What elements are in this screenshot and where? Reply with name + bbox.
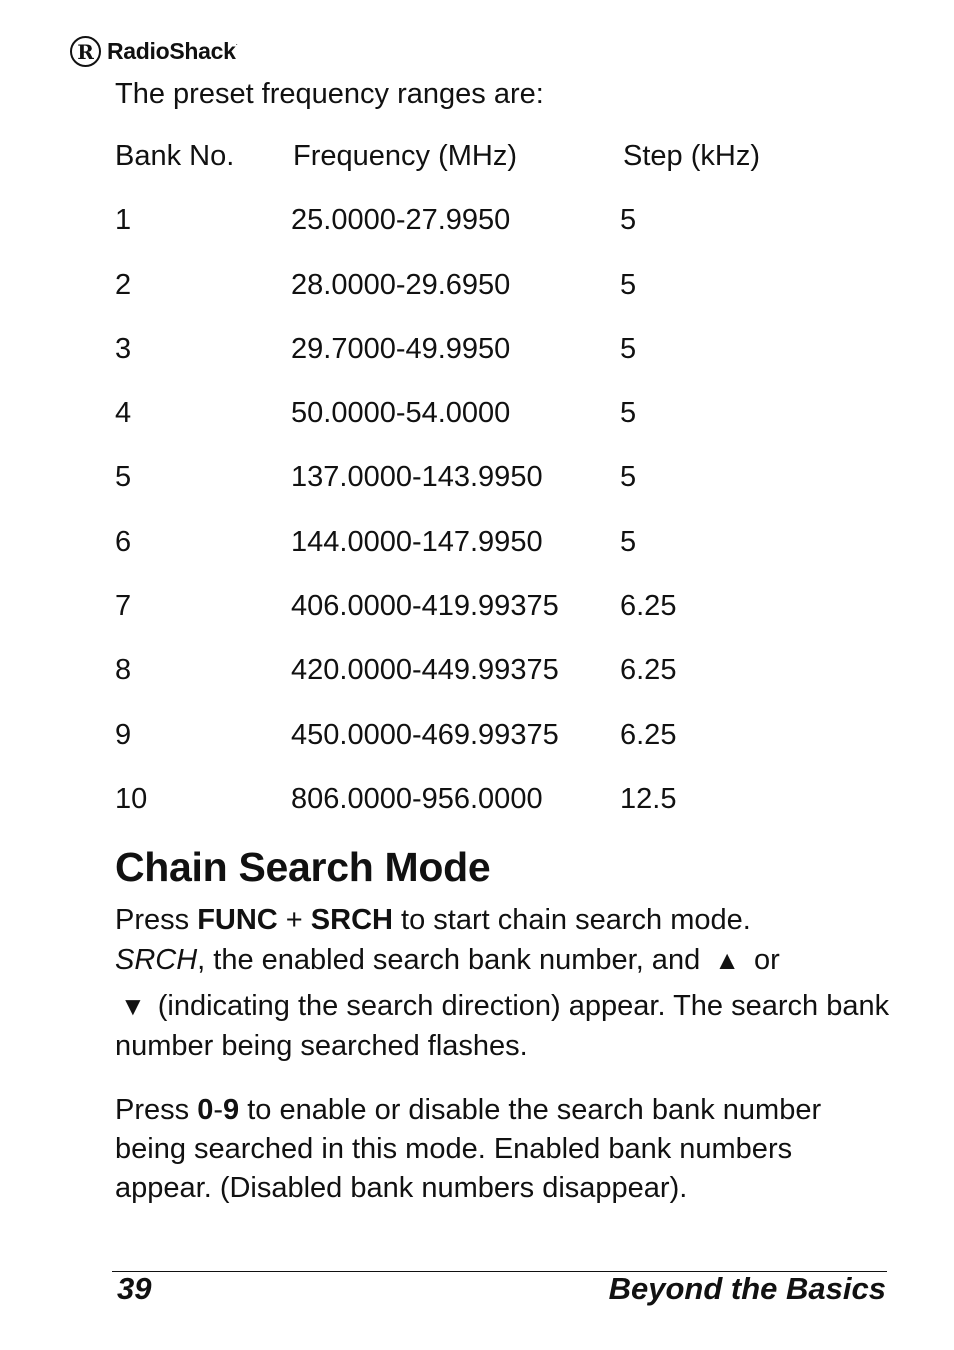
step-size: 5 xyxy=(620,525,637,558)
step-size: 5 xyxy=(620,332,637,365)
text: - xyxy=(213,1094,223,1126)
frequency-range: 28.0000-29.6950 xyxy=(291,268,511,301)
srch-key-label: SRCH xyxy=(310,904,393,936)
intro-text: The preset frequency ranges are: xyxy=(115,78,544,110)
text: Press xyxy=(115,904,198,936)
frequency-range: 144.0000-147.9950 xyxy=(291,525,543,558)
section-heading: Chain Search Mode xyxy=(115,844,491,890)
frequency-range: 450.0000-469.99375 xyxy=(291,718,559,751)
brand-trademark: . xyxy=(235,38,238,47)
bank-number: 7 xyxy=(115,590,132,623)
func-key-label: FUNC xyxy=(197,904,278,936)
bank-number: 9 xyxy=(115,718,132,751)
srch-display-label: SRCH xyxy=(115,944,198,976)
step-size: 5 xyxy=(620,268,637,301)
registered-mark-icon: R xyxy=(70,36,101,67)
brand-name xyxy=(107,38,238,65)
frequency-range: 25.0000-27.9950 xyxy=(291,204,511,237)
bank-number: 1 xyxy=(115,204,132,237)
text: Press xyxy=(115,1094,198,1126)
step-size: 6.25 xyxy=(620,590,677,623)
text: or xyxy=(753,944,780,976)
step-size: 5 xyxy=(620,397,637,430)
text: (indicating the search direction) appear. The search bank number being searched flashes. xyxy=(115,990,890,1062)
bank-number: 8 xyxy=(115,654,132,687)
frequency-range: 406.0000-419.99375 xyxy=(291,590,559,623)
text: + xyxy=(277,904,311,936)
enable-bank-paragraph xyxy=(115,1091,895,1208)
frequency-range: 806.0000-956.0000 xyxy=(291,782,543,815)
text: to start chain search mode. xyxy=(392,904,751,936)
bank-number: 6 xyxy=(115,525,132,558)
header-step: Step (kHz) xyxy=(623,140,760,172)
bank-number: 2 xyxy=(115,268,132,301)
brand-name-text: RadioShack xyxy=(107,38,236,64)
frequency-range: 50.0000-54.0000 xyxy=(291,397,511,430)
bank-number: 4 xyxy=(115,397,132,430)
frequency-range: 137.0000-143.9950 xyxy=(291,461,543,494)
chain-search-paragraph xyxy=(115,900,895,1066)
bank-number: 5 xyxy=(115,461,132,494)
text: to enable or disable the search bank number being searched in this mode. Enabled bank numbers appear. (Disabled bank numbers disappear). xyxy=(115,1094,822,1204)
up-arrow-icon: ▲ xyxy=(714,945,740,975)
radioshack-logo xyxy=(70,36,238,67)
step-size: 6.25 xyxy=(620,654,677,687)
frequency-range: 29.7000-49.9950 xyxy=(291,332,511,365)
step-size: 5 xyxy=(620,204,637,237)
header-bank-no: Bank No. xyxy=(115,140,235,172)
key-9-label: 9 xyxy=(223,1094,240,1126)
bank-number: 10 xyxy=(115,782,148,815)
step-size: 6.25 xyxy=(620,718,677,751)
frequency-range: 420.0000-449.99375 xyxy=(291,654,559,687)
chapter-title: Beyond the Basics xyxy=(608,1271,886,1306)
text: , the enabled search bank number, and xyxy=(197,944,701,976)
down-arrow-icon: ▼ xyxy=(120,991,146,1021)
bank-number: 3 xyxy=(115,332,132,365)
step-size: 12.5 xyxy=(620,782,677,815)
header-frequency: Frequency (MHz) xyxy=(293,140,517,172)
key-0-label: 0 xyxy=(197,1094,214,1126)
step-size: 5 xyxy=(620,461,637,494)
page-number: 39 xyxy=(117,1271,152,1306)
